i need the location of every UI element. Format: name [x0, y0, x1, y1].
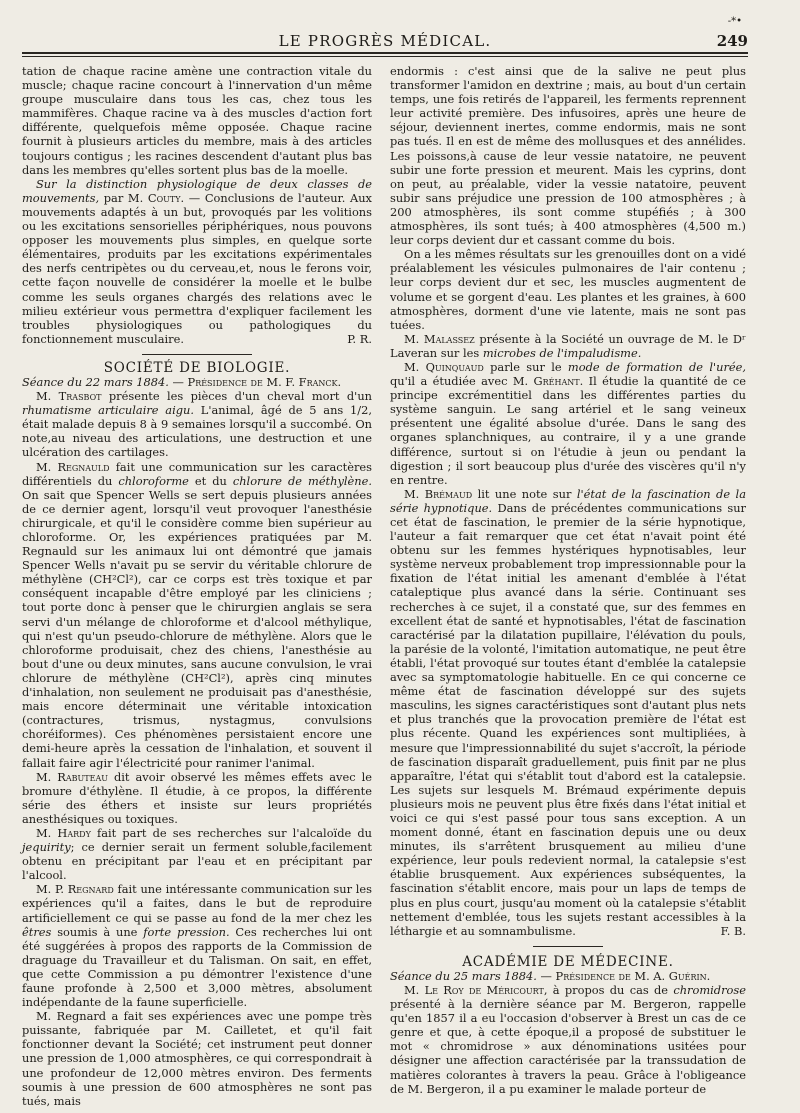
- running-header: [22, 16, 748, 54]
- author-name: M. Trasbot: [36, 389, 102, 404]
- paragraph: M. Le Roy de Méricourt, à propos du cas de chromidrose présenté à la dernière séance par M. Bergeron, rappelle qu'en 1857 il a eu l'occasion d'observer à Brest un cas de ce genre et que, à cette époque,il a proposé de substituer le mot « chromidrose » aux dénominations usitées pour désigner une affection caractérisée par la transsudation de matières colorantes à travers la peau. Grâce à l'obligeance de M. Bergeron, il a pu examiner le malade porteur de: [390, 983, 746, 1096]
- author-name: Couty.: [147, 190, 185, 205]
- session-date: Séance du 22 mars 1884.: [22, 374, 169, 389]
- paragraph: endormis : c'est ainsi que de la salive ne peut plus transformer l'amidon en dextrine ; mais, au bout d'un certain temps, une fois retirés de l'appareil, les ferments reprennent leur activité première. Des infusoires, après une heure de séjour, deviennent inertes, comme endormis, mais ne sont pas tués. Il en est de même des mollusques et des annélides. Les poissons,à cause de leur vessie natatoire, ne peuvent subir une forte pression et meurent. Mais les cyprins, dont on peut, au préalable, vider la vessie natatoire, peuvent subir sans préjudice une pression de 100 atmosphères ; à 200 atmosphères, ils sont comme stupéfiés ; à 300 atmosphères, ils sont tués; à 400 atmosphères (4,500 m.) leur corps devient dur et cassant comme du bois.: [390, 64, 746, 248]
- author-name: M. Quinquaud: [404, 359, 484, 374]
- paragraph: Sur la distinction physiologique de deux classes de mouvements, par M. Couty. — Conclusions de l'auteur. Aux mouvements adaptés à un but, provoqués par les volitions ou les excitations sensorielles périphériques, nous pouvons opposer les mouvements plus simples, en quelque sorte élémentaires, produits par les excitations expérimentales des nerfs centripètes ou du cerveau,et, nous le ferons voir, cette façon nouvelle de considérer la moelle et le bulbe comme les seuls organes chargés des relations avec le milieu extérieur vous permettra d'expliquer facilement les troubles physiologiques ou pathologiques du fonctionnement musculaire. P. R.: [22, 176, 372, 346]
- author-name: M. Rabuteau: [36, 769, 108, 784]
- paragraph: M. Trasbot présente les pièces d'un cheval mort d'un rhumatisme articulaire aigu. L'animal, âgé de 5 ans 1/2, était malade depuis 8 à 9 semaines lorsqu'il a succombé. On note,au niveau des articulations, une destruction et une ulcération des cartilages.: [22, 389, 372, 460]
- paragraph: M. Rabuteau dit avoir observé les mêmes effets avec le bromure d'éthylène. Il étudie, à ce propos, la différente série des éthers et insiste sur leurs propriétés anesthésiques ou toxiques.: [22, 769, 372, 826]
- section-heading: ACADÉMIE DE MÉDECINE.: [462, 953, 674, 970]
- page-number: 249: [716, 32, 748, 50]
- paragraph: M. Regnauld fait une communication sur les caractères différentiels du chloroforme et du chlorure de méthylène. On sait que Spencer Wells se sert depuis plusieurs années de ce dernier agent, lorsqu'il veut provoquer l'anesthésie chirurgicale, et qu'il le considère comme bien supérieur au chloroforme. Or, les expériences pratiquées par M. Regnauld sur les animaux lui ont démontré que jamais Spencer Wells n'avait pu se servir du véritable chlorure de méthylène (CH²Cl²), car ce corps est très toxique et par conséquent incapable d'être employé par les cliniciens ; tout porte donc à penser que le chirurgien anglais se sera servi d'un mélange de chloroforme et d'alcool méthylique, qui n'est qu'un pseudo-chlorure de méthylène. Alors que le chloroforme produisait, chez des chiens, l'anesthésie au bout d'une ou deux minutes, sans aucune convulsion, le vrai chlorure de méthylène (CH²Cl²), après cinq minutes d'inhalation, non seulement ne produisait pas d'anesthésie, mais encore déterminait une véritable intoxication (contractures, trismus, nystagmus, convulsions choréiformes). Ces phénomènes persistaient encore une demi-heure après la cessation de l'inhalation, et souvent il fallait faire agir l'électricité pour ranimer l'animal.: [22, 459, 372, 770]
- section-divider: [142, 354, 252, 355]
- paragraph: M. Regnard a fait ses expériences avec une pompe très puissante, fabriquée par M. Cailletet, et qu'il fait fonctionner devant la Société; cet instrument peut donner une pression de 1,000 atmosphères, ce qui correspondrait à une profondeur de 12,000 mètres environ. Des ferments soumis à une pression de 600 atmosphères ne sont pas tués, mais: [22, 1009, 372, 1108]
- author-name: M. Brémaud: [404, 486, 473, 501]
- right-column: [390, 64, 746, 1096]
- session-president: — Présidence de M. A. Guérin.: [540, 968, 711, 983]
- section-divider: [533, 946, 603, 947]
- section-heading: SOCIÉTÉ DE BIOLOGIE.: [103, 359, 291, 376]
- ornament-mark: -*•: [727, 16, 742, 27]
- paragraph: M. P. Regnard fait une intéressante communication sur les expériences qu'il a faites, dans le but de reproduire artificiellement ce qui se passe au fond de la mer chez les êtres soumis à une forte pression. Ces recherches lui ont été suggérées à propos des rapports de la Commission de draguage du Travailleur et du Talisman. On sait, en effet, que cette Commission a pu démontrer l'existence d'une faune profonde à 2,500 et 3,000 mètres, absolument indépendante de la faune superficielle.: [22, 882, 373, 1010]
- left-column: [22, 64, 372, 1108]
- paragraph: M. Malassez présente à la Société un ouvrage de M. le Dʳ Laveran sur les microbes de l'impaludisme.: [390, 331, 747, 360]
- signature: F. B.: [720, 923, 746, 938]
- paragraph: On a les mêmes résultats sur les grenouilles dont on a vidé préalablement les vésicules pulmonaires de l'air contenu ; leur corps devient dur et sec, les muscles augmentent de volume et se gorgent d'eau. Les plantes et les graines, à 600 atmosphères, dorment d'une vie latente, mais ne sont pas tuées.: [390, 247, 746, 332]
- author-name: M. Regnauld: [36, 459, 110, 474]
- header-rule: [22, 52, 748, 57]
- author-name: M. P. Regnard: [36, 882, 114, 897]
- author-name: M. Le Roy de Méricourt,: [404, 983, 548, 997]
- journal-title: LE PROGRÈS MÉDICAL.: [278, 32, 492, 50]
- paragraph: M. Quinquaud parle sur le mode de formation de l'urée, qu'il a étudiée avec M. Gréhant. Il étudie la quantité de ce principe excrémentitiel dans les différentes parties du système sanguin. Le sang artériel et le sang veineux présentent une égalité absolue d'urée. Dans le sang des organes splanchniques, au contraire, il y a une grande différence, surtout si on l'étudie à jeun ou pendant la digestion ; il sort beaucoup plus d'urée des viscères qu'il n'y en rentre.: [390, 359, 746, 487]
- author-name: M. Hardy: [36, 825, 91, 840]
- session-president: — Présidence de M. F. Franck.: [172, 374, 342, 389]
- paragraph: tation de chaque racine amène une contraction vitale du muscle; chaque racine concourt à l'innervation d'un même groupe musculaire dans tous les cas, chez tous les mammifères. Chaque racine va à des muscles d'action fort différente, quelquefois même opposée. Chaque racine fournit à plusieurs articles du membre, mais à des articles toujours contigus ; les racines descendent d'autant plus bas dans les membres qu'elles sortent plus bas de la moelle.: [22, 64, 372, 177]
- author-name: M. Gréhant.: [512, 374, 584, 389]
- session-line: [22, 375, 372, 389]
- paragraph: M. Brémaud lit une note sur l'état de la fascination de la série hypnotique. Dans de précédentes communications sur cet état de fascination, le premier de la série hypnotique, l'auteur a fait remarquer que cet état n'avait point été obtenu sur les femmes hystériques hypnotisables, leur système nerveux probablement trop impressionnable pour la fixation de l'état initial les amenant d'emblée à l'état cataleptique plus avancé dans la série. Continuant ses recherches à ce sujet, il a constaté que, sur des femmes en excellent état de santé et hypnotisables, l'état de fascination caractérisé par la dilatation pupillaire, l'élévation du pouls, la parésie de la volonté, l'imitation automatique, ne peut être établi, l'état provoqué sur toutes étant d'emblée la catalepsie avec sa symptomatologie habituelle. En ce qui concerne ce même état de fascination développé sur des sujets masculins, les signes caractéristiques sont d'autant plus nets et plus tranchés que la provocation première de l'état est plus récente. Quand les expériences sont multipliées, à mesure que l'impressionnabilité du sujet s'accroît, la période de fascination disparaît graduellement, puis finit par ne plus apparaître, l'état qui s'établit tout d'abord est la catalepsie. Les sujets sur lesquels M. Brémaud expérimente depuis plusieurs mois ne peuvent plus être fixés dans l'état initial et voici ce qui s'est passé pour tous sans exception. A un moment donné, étant en fascination depuis une ou deux minutes, ils s'arrêtent brusquement au milieu d'une expérience, leur pouls redevient normal, la catalepsie s'est établie brusquement. Aux expériences subséquentes, la fascination s'établit encore, mais pour un laps de temps de plus en plus court, jusqu'au moment où la catalepsie s'établit nettement d'emblée, tous les sujets restant accessibles à la léthargie et au somnambulisme. F. B.: [390, 486, 746, 938]
- article-title: Sur la distinction physiologique de deux classes de mouvements,: [22, 176, 372, 205]
- paragraph: M. Hardy fait part de ses recherches sur l'alcaloïde du jequirity; ce dernier serait un ferment soluble,facilement obtenu en précipitant par l'eau et en précipitant par l'alcool.: [22, 825, 373, 883]
- author-name: M. Malassez: [404, 331, 475, 346]
- session-line: [390, 969, 746, 983]
- signature: P. R.: [347, 331, 372, 346]
- session-date: Séance du 25 mars 1884.: [390, 968, 537, 983]
